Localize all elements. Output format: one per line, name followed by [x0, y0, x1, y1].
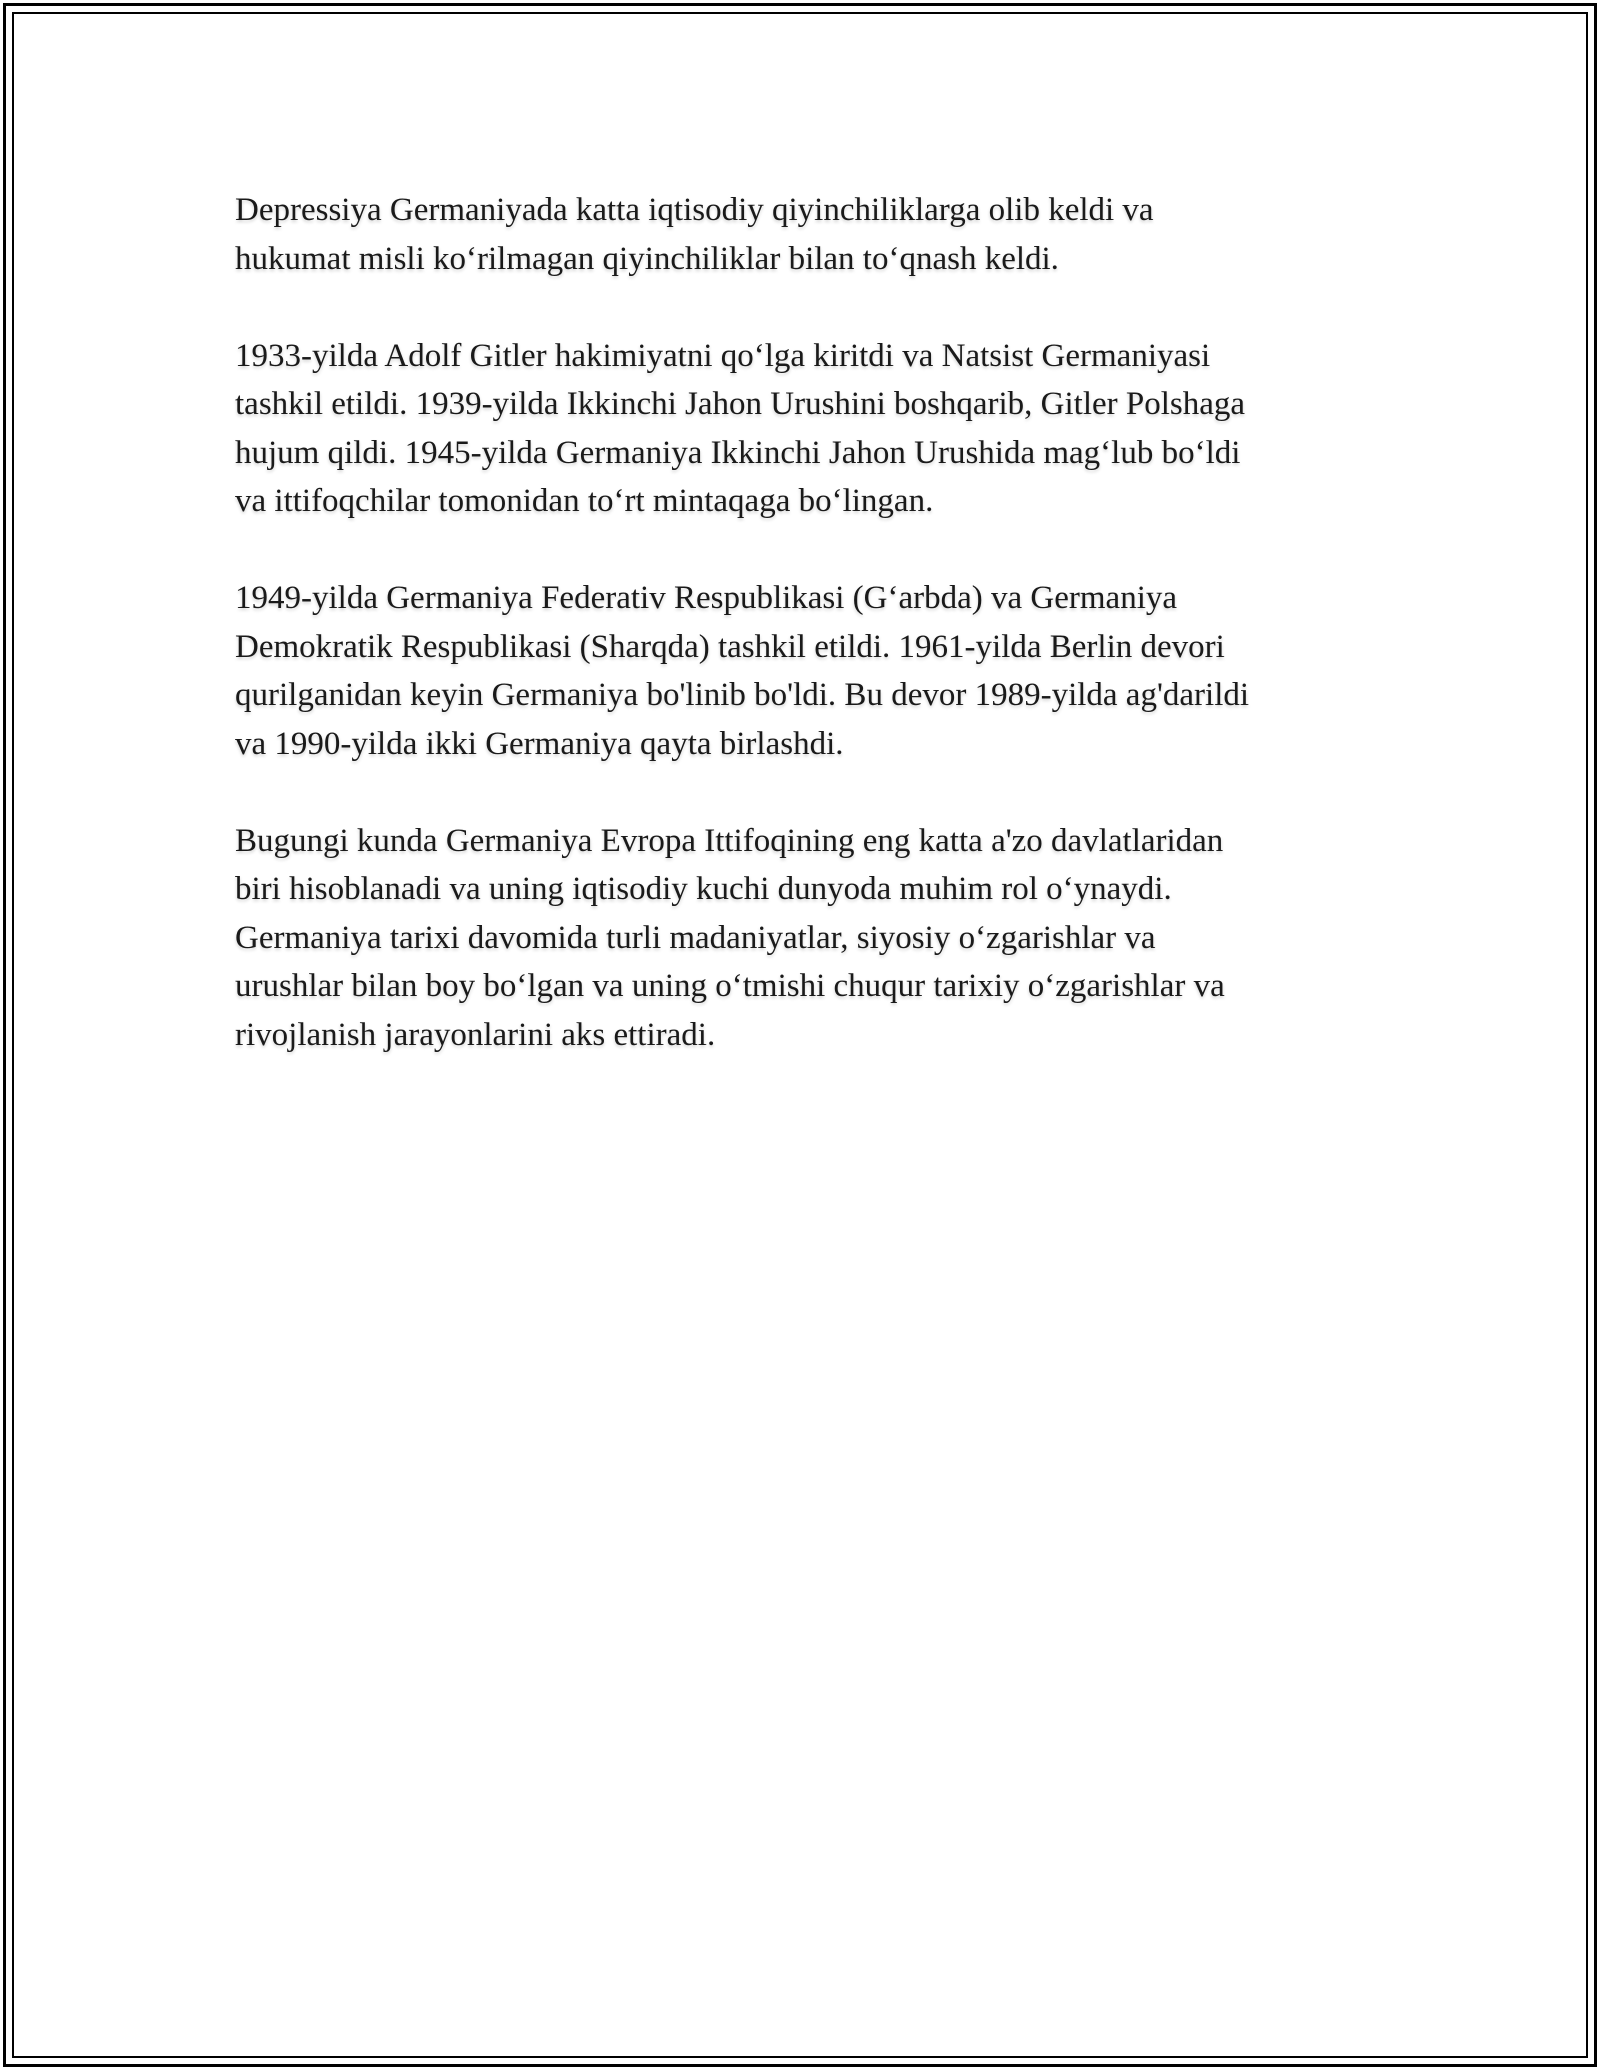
text-line: qurilganidan keyin Germaniya bo'linib bo'ldi. Bu devor 1989-yilda ag'darildi [235, 677, 1250, 713]
text-line: 1933-yilda Adolf Gitler hakimiyatni qoʻlga kiritdi va Natsist Germaniyasi [235, 337, 1211, 374]
text-line: urushlar bilan boy boʻlgan va uning oʻtmishi chuqur tarixiy oʻzgarishlar va [235, 968, 1225, 1004]
paragraph-nazi-germany [235, 332, 1395, 526]
text-line: va 1990-yilda ikki Germaniya qayta birlashdi. [235, 725, 844, 762]
text-line: Bugungi kunda Germaniya Evropa Ittifoqining eng katta a'zo davlatlaridan [235, 822, 1224, 859]
text-line: Germaniya tarixi davomida turli madaniyatlar, siyosiy oʻzgarishlar va [235, 919, 1156, 956]
paragraph-depression [235, 186, 1395, 283]
text-line: rivojlanish jarayonlarini aks ettiradi. [235, 1016, 716, 1053]
text-line: hukumat misli koʻrilmagan qiyinchiliklar bilan toʻqnash keldi. [235, 240, 1059, 277]
document-body [235, 186, 1395, 1108]
text-line: biri hisoblanadi va uning iqtisodiy kuchi dunyoda muhim rol oʻynaydi. [235, 871, 1172, 907]
paragraph-modern-germany [235, 817, 1395, 1060]
text-line: 1949-yilda Germaniya Federativ Respublikasi (Gʻarbda) va Germaniya [235, 580, 1178, 616]
text-line: va ittifoqchilar tomonidan toʻrt mintaqaga boʻlingan. [235, 483, 934, 519]
text-line: hujum qildi. 1945-yilda Germaniya Ikkinchi Jahon Urushida magʻlub boʻldi [235, 434, 1241, 471]
text-line: tashkil etildi. 1939-yilda Ikkinchi Jahon Urushini boshqarib, Gitler Polshaga [235, 386, 1246, 422]
text-line: Depressiya Germaniyada katta iqtisodiy qiyinchiliklarga olib keldi va [235, 192, 1154, 228]
text-line: Demokratik Respublikasi (Sharqda) tashkil etildi. 1961-yilda Berlin devori [235, 628, 1225, 665]
paragraph-divided-germany [235, 574, 1395, 768]
